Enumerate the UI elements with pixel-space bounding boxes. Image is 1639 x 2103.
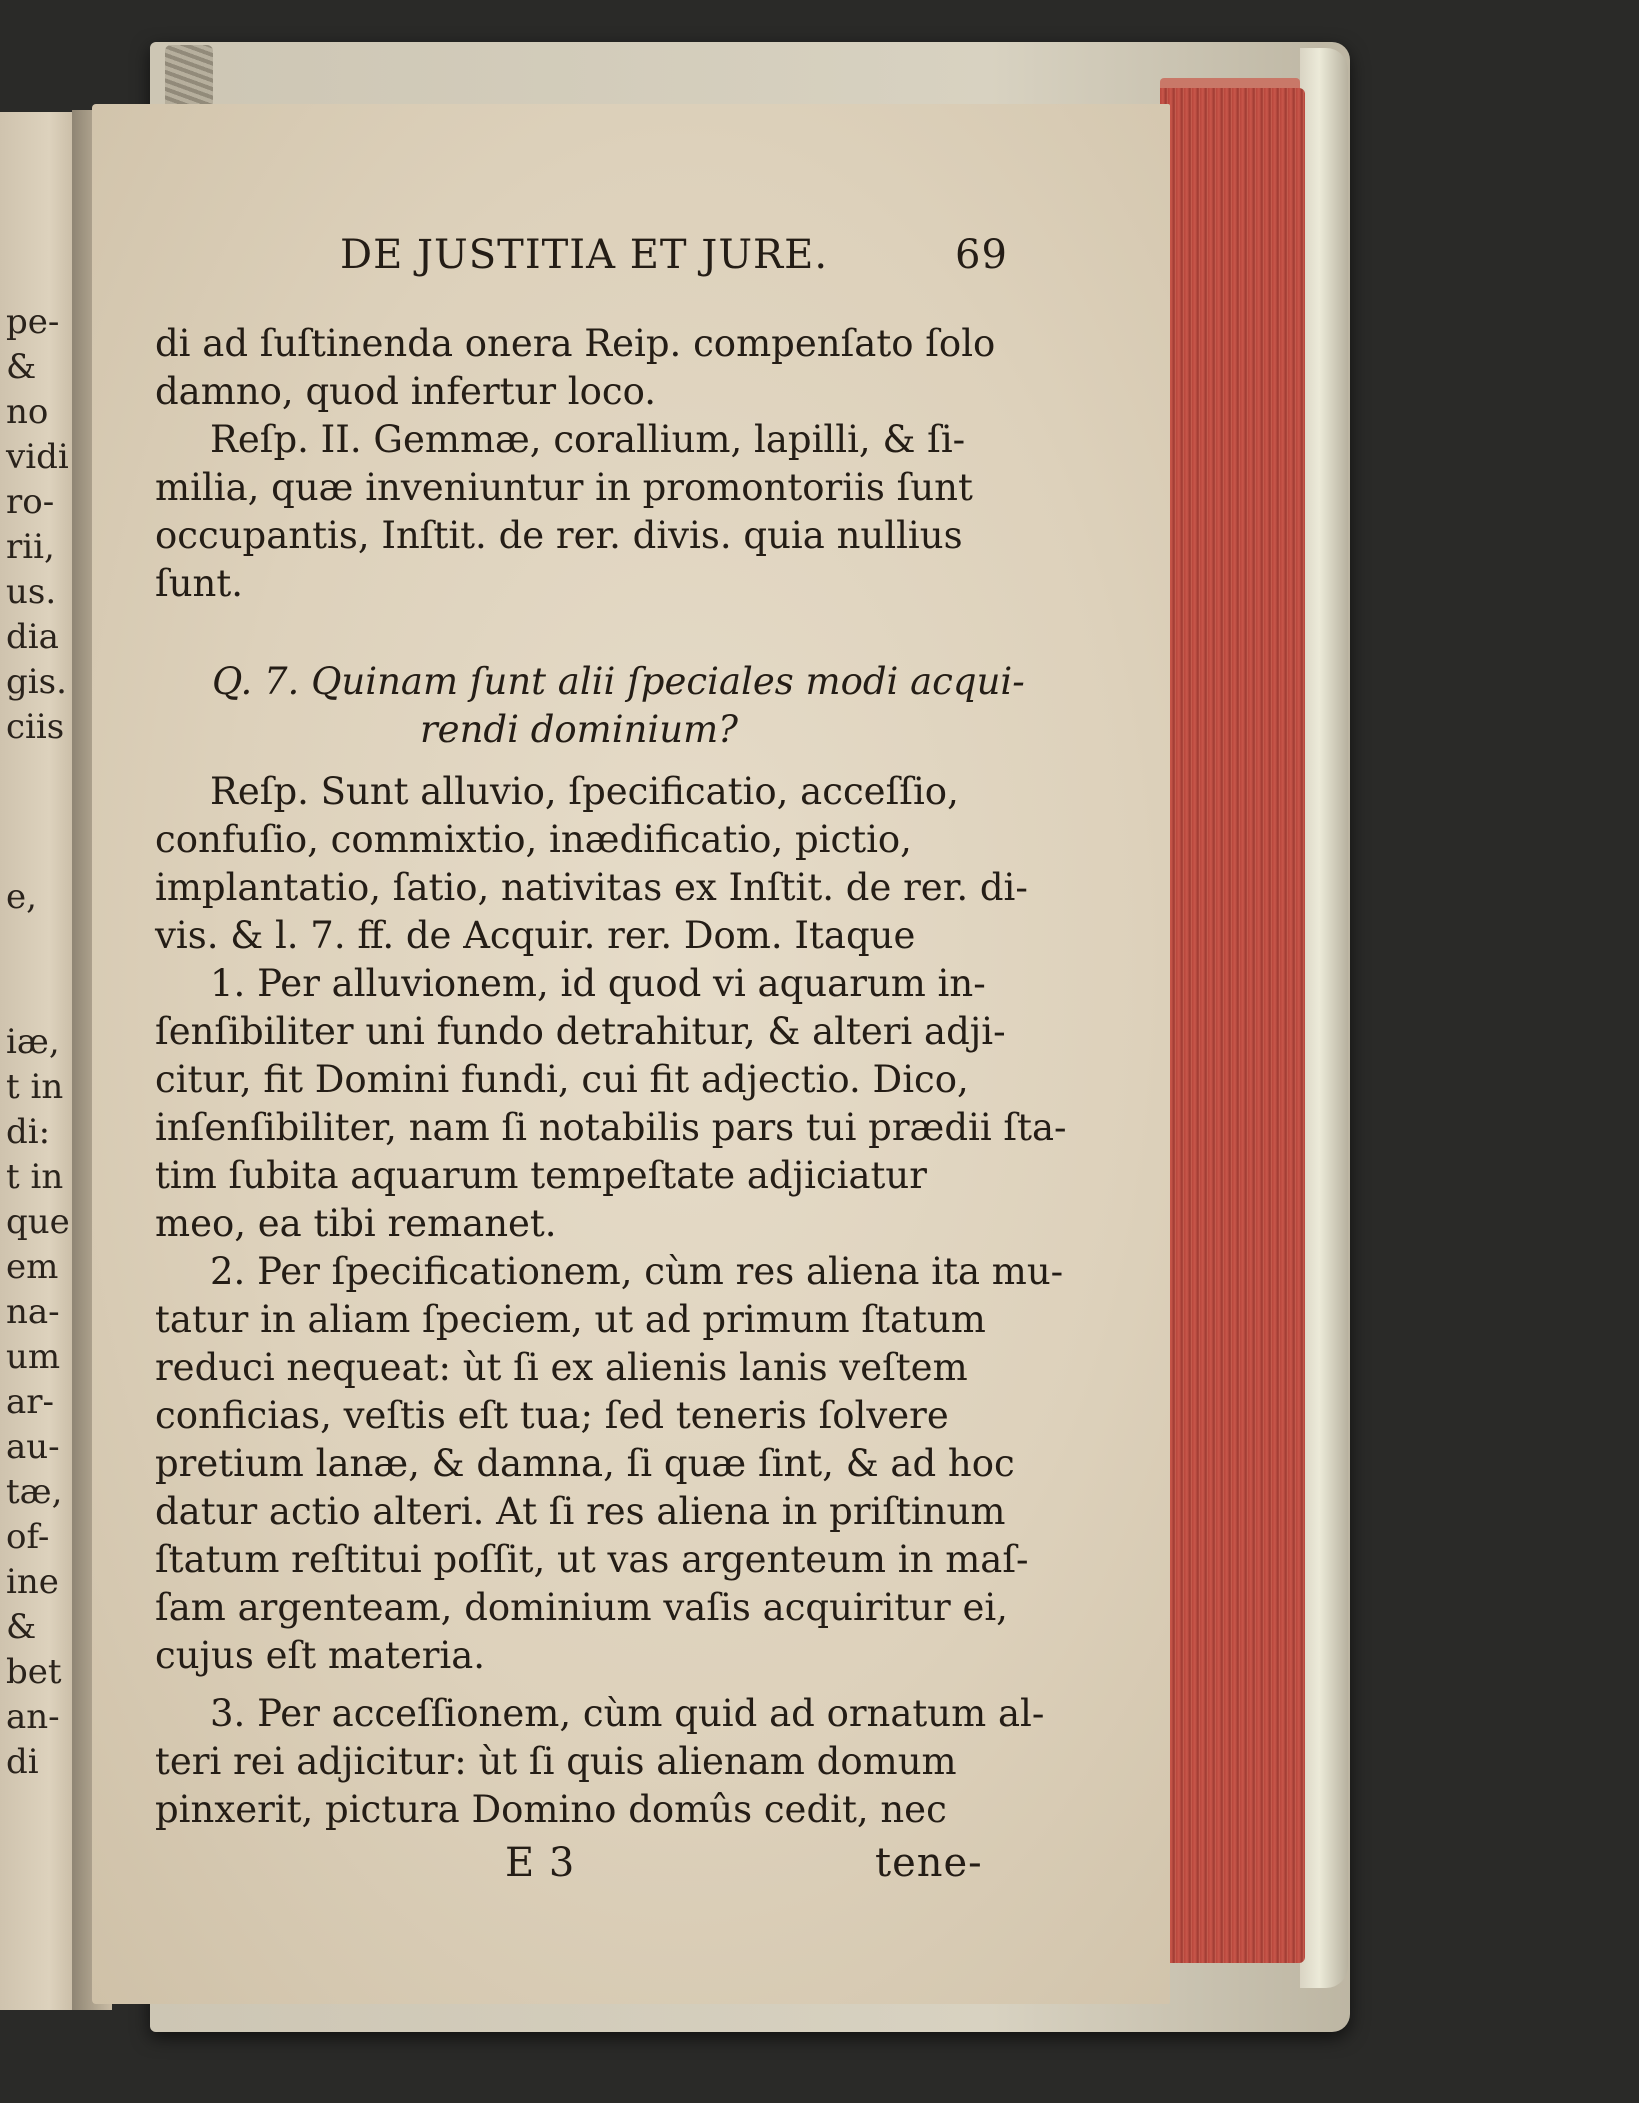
text-line: occupantis, Inſtit. de rer. divis. quia nullius xyxy=(155,514,963,557)
text-line: reduci nequeat: ùt ſi ex alienis lanis veſtem xyxy=(155,1346,968,1389)
text-line: 3. Per acceſſionem, cùm quid ad ornatum al- xyxy=(210,1692,1045,1735)
text-line: vis. & l. 7. ff. de Acquir. rer. Dom. Itaque xyxy=(155,914,916,957)
left-fragment: na- xyxy=(6,1292,60,1332)
left-fragment: ciis xyxy=(6,707,65,747)
text-line: tatur in aliam ſpeciem, ut ad primum ſtatum xyxy=(155,1298,986,1341)
text-line: pretium lanæ, & damna, ſi quæ ſint, & ad hoc xyxy=(155,1442,1015,1485)
left-fragment: no xyxy=(6,392,49,432)
left-fragment: pe- xyxy=(6,302,60,342)
left-fragment: iæ, xyxy=(6,1022,60,1062)
text-line: damno, quod infertur loco. xyxy=(155,370,656,413)
running-head: DE JUSTITIA ET JURE. xyxy=(340,232,829,278)
left-fragment: e, xyxy=(6,877,37,917)
text-line: tim ſubita aquarum tempeſtate adjiciatur xyxy=(155,1154,927,1197)
text-line: datur actio alteri. At ſi res aliena in priſtinum xyxy=(155,1490,1006,1533)
left-fragment: tæ, xyxy=(6,1472,63,1512)
left-fragment: us. xyxy=(6,572,57,612)
left-page xyxy=(0,112,82,2010)
text-line: citur, fit Domini fundi, cui fit adjectio. Dico, xyxy=(155,1058,969,1101)
question-heading: Q. 7. Quinam ſunt alii ſpeciales modi acqui- xyxy=(212,660,1025,703)
left-fragment: an- xyxy=(6,1697,60,1737)
left-fragment: au- xyxy=(6,1427,60,1467)
left-fragment: t in xyxy=(6,1067,64,1107)
left-fragment: ine xyxy=(6,1562,59,1602)
text-line: ſam argenteam, dominium vaſis acquiritur ei, xyxy=(155,1586,1008,1629)
left-fragment: vidi xyxy=(6,437,69,477)
left-fragment: dia xyxy=(6,617,59,657)
text-line: pinxerit, pictura Domino domûs cedit, nec xyxy=(155,1788,947,1831)
left-fragment: que xyxy=(6,1202,70,1242)
page-number: 69 xyxy=(955,232,1008,278)
question-heading: rendi dominium? xyxy=(420,708,738,751)
text-line: meo, ea tibi remanet. xyxy=(155,1202,557,1245)
text-line: cujus eſt materia. xyxy=(155,1634,486,1677)
left-fragment: & xyxy=(6,1607,37,1647)
text-line: ſtatum reſtitui poſſit, ut vas argenteum in maſ- xyxy=(155,1538,1029,1581)
text-line: Reſp. II. Gemmæ, corallium, lapilli, & ſi- xyxy=(210,418,966,461)
left-fragment: gis. xyxy=(6,662,67,702)
left-fragment: of- xyxy=(6,1517,50,1557)
text-line: ſunt. xyxy=(155,562,243,605)
catchword: tene- xyxy=(875,1840,983,1886)
left-fragment: em xyxy=(6,1247,59,1287)
left-fragment: um xyxy=(6,1337,61,1377)
text-line: 2. Per ſpecificationem, cùm res aliena ita mu- xyxy=(210,1250,1064,1293)
text-line: di ad ſuſtinenda onera Reip. compenſato ſolo xyxy=(155,322,996,365)
left-fragment: di xyxy=(6,1742,39,1782)
signature-mark: E 3 xyxy=(505,1840,576,1886)
left-fragment: & xyxy=(6,347,37,387)
text-line: confuſio, commixtio, inædificatio, pictio, xyxy=(155,818,912,861)
text-line: ſenſibiliter uni fundo detrahitur, & alteri adji- xyxy=(155,1010,1006,1053)
red-page-edges xyxy=(1160,88,1305,1963)
left-fragment: di: xyxy=(6,1112,51,1152)
text-line: Reſp. Sunt alluvio, ſpecificatio, acceſſio, xyxy=(210,770,959,813)
left-fragment: ro- xyxy=(6,482,55,522)
text-line: inſenſibiliter, nam ſi notabilis pars tui prædii ſta- xyxy=(155,1106,1067,1149)
text-line: implantatio, ſatio, nativitas ex Inſtit. de rer. di- xyxy=(155,866,1028,909)
text-line: teri rei adjicitur: ùt ſi quis alienam domum xyxy=(155,1740,957,1783)
text-line: milia, quæ inveniuntur in promontoriis ſunt xyxy=(155,466,973,509)
left-fragment: rii, xyxy=(6,527,55,567)
left-fragment: bet xyxy=(6,1652,62,1692)
text-line: conficias, veſtis eſt tua; ſed teneris ſolvere xyxy=(155,1394,949,1437)
text-line: 1. Per alluvionem, id quod vi aquarum in- xyxy=(210,962,986,1005)
left-fragment: t in xyxy=(6,1157,64,1197)
cover-edge xyxy=(1300,48,1348,1988)
left-fragment: ar- xyxy=(6,1382,55,1422)
